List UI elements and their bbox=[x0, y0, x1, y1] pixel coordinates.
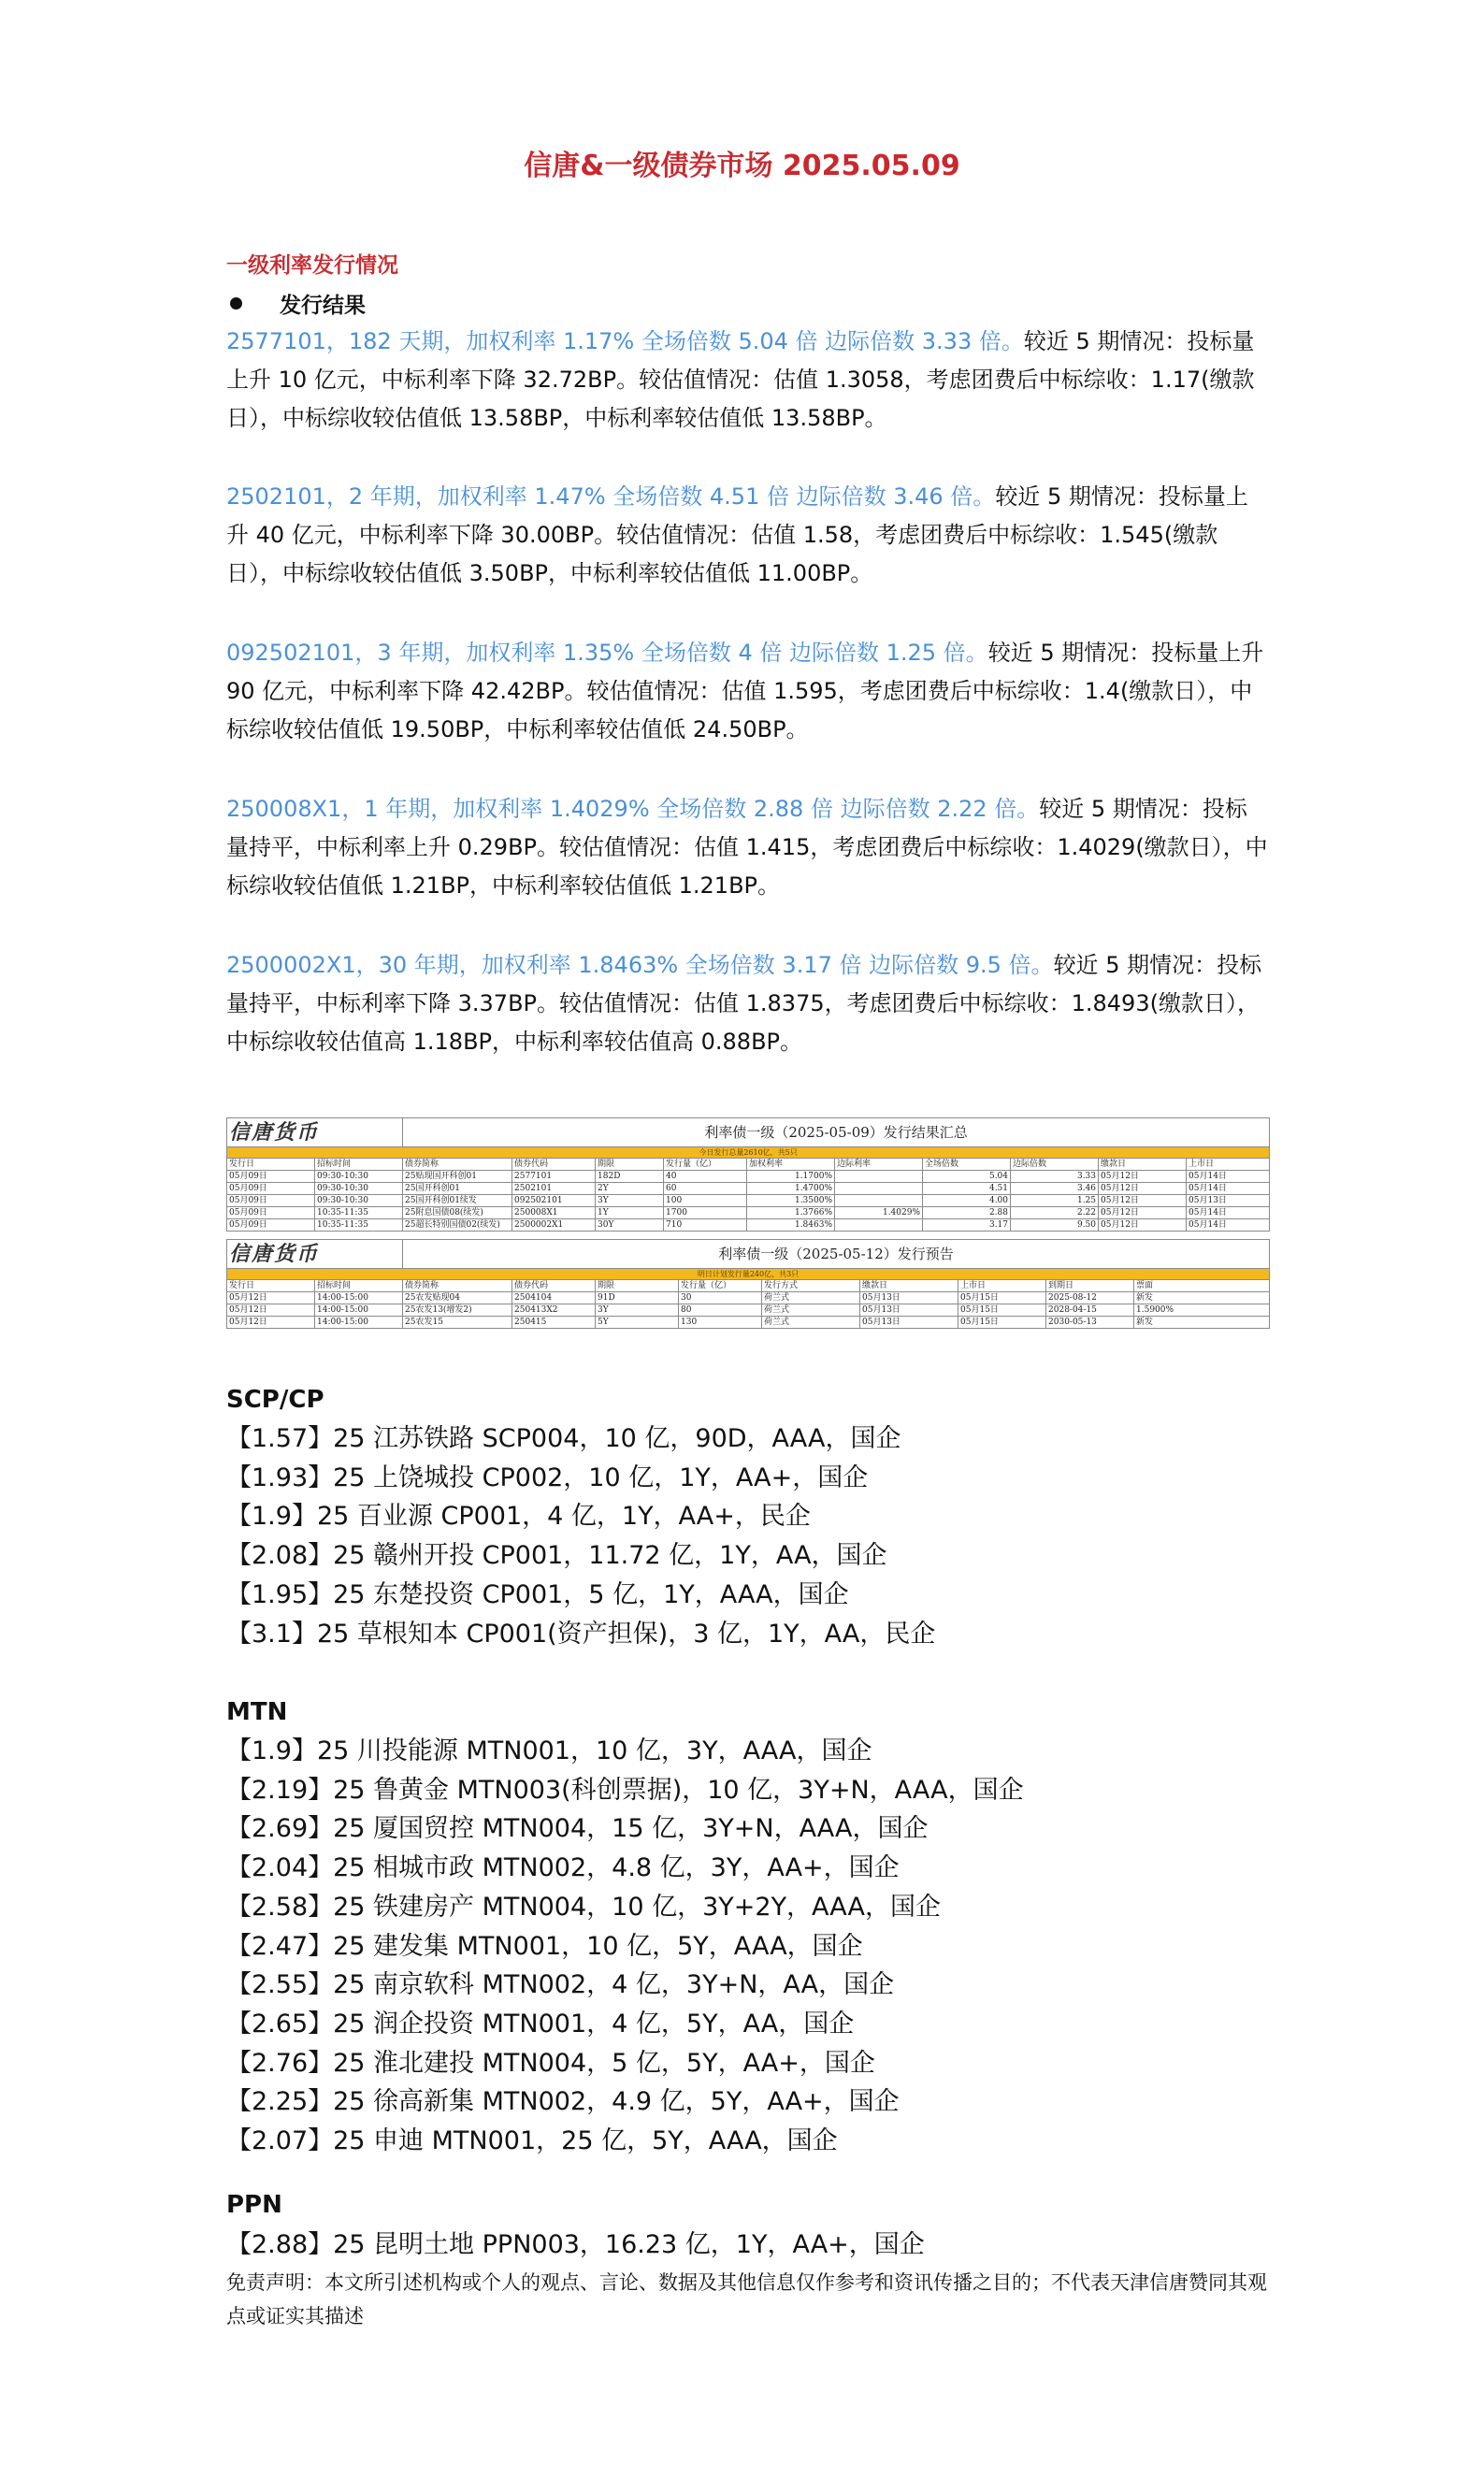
section-heading: 一级利率发行情况 bbox=[226, 253, 398, 278]
table-cell: 250413X2 bbox=[512, 1304, 596, 1317]
table-cell: 80 bbox=[679, 1304, 762, 1317]
table-cell: 4.51 bbox=[923, 1183, 1011, 1195]
bullet-heading-text: 发行结果 bbox=[280, 294, 366, 318]
table-cell: 25农发15 bbox=[403, 1317, 512, 1329]
table-cell: 05月12日 bbox=[1099, 1171, 1187, 1183]
table-cell: 05月14日 bbox=[1187, 1207, 1270, 1219]
ppn-list bbox=[226, 2226, 925, 2265]
table-brand-row bbox=[227, 1240, 1270, 1269]
list-item: 【2.88】25 昆明土地 PPN003，16.23 亿，1Y，AA+，国企 bbox=[226, 2230, 925, 2259]
table-cell: 130 bbox=[679, 1317, 762, 1329]
table-header-cell: 发行日 bbox=[227, 1280, 315, 1292]
table-cell: 60 bbox=[664, 1183, 747, 1195]
table-header-cell: 期限 bbox=[596, 1159, 664, 1171]
table-title: 利率债一级（2025-05-12）发行预告 bbox=[403, 1240, 1270, 1269]
table-cell: 05月14日 bbox=[1187, 1183, 1270, 1195]
mtn-list bbox=[226, 1732, 1024, 2161]
table-cell: 250008X1 bbox=[512, 1207, 596, 1219]
table-header-cell: 债券简称 bbox=[403, 1280, 512, 1292]
table-cell: 荷兰式 bbox=[762, 1292, 860, 1304]
result-highlight: 2502101，2 年期，加权利率 1.47% 全场倍数 4.51 倍 边际倍数 3.46 倍。 bbox=[226, 483, 996, 510]
table-cell: 25农发13(增发2) bbox=[403, 1304, 512, 1317]
brand-logo: 信唐货币 bbox=[227, 1118, 403, 1147]
table-cell: 新发 bbox=[1134, 1317, 1270, 1329]
table-cell: 1700 bbox=[664, 1207, 747, 1219]
table-header-cell: 债券简称 bbox=[403, 1159, 512, 1171]
list-item: 【1.57】25 江苏铁路 SCP004，10 亿，90D，AAA，国企 bbox=[226, 1424, 901, 1453]
result-body: 较近 5 期情况：投标量持平，中标利率上升 0.29BP。较估值情况：估值 1.415，考虑团费后中标综收：1.4029(缴款日），中标综收较估值低 1.21BP，中标利率较估值低 1.21BP。 bbox=[226, 796, 1268, 899]
table-cell: 05月12日 bbox=[227, 1317, 315, 1329]
bullet-icon bbox=[230, 297, 242, 310]
list-item: 【3.1】25 草根知本 CP001(资产担保)，3 亿，1Y，AA，民企 bbox=[226, 1619, 936, 1649]
table-row bbox=[227, 1219, 1270, 1232]
result-highlight: 2500002X1，30 年期，加权利率 1.8463% 全场倍数 3.17 倍 边际倍数 9.5 倍。 bbox=[226, 952, 1054, 978]
table-cell: 3.33 bbox=[1011, 1171, 1099, 1183]
table-cell: 2.88 bbox=[923, 1207, 1011, 1219]
table-cell: 4.00 bbox=[923, 1195, 1011, 1207]
table-cell: 3.17 bbox=[923, 1219, 1011, 1232]
list-item: 【1.9】25 川投能源 MTN001，10 亿，3Y，AAA，国企 bbox=[226, 1736, 872, 1765]
list-item: 【2.76】25 淮北建投 MTN004，5 亿，5Y，AA+，国企 bbox=[226, 2048, 875, 2078]
table-cell: 05月12日 bbox=[227, 1304, 315, 1317]
table-cell: 1.3766% bbox=[747, 1207, 835, 1219]
table-cell: 05月15日 bbox=[958, 1292, 1046, 1304]
table-cell: 5Y bbox=[596, 1317, 679, 1329]
list-item: 【2.69】25 厦国贸控 MTN004，15 亿，3Y+N，AAA，国企 bbox=[226, 1814, 929, 1844]
table-cell: 1.3500% bbox=[747, 1195, 835, 1207]
result-paragraph bbox=[226, 790, 1269, 905]
table-cell: 10:35-11:35 bbox=[315, 1219, 403, 1232]
table-header-cell: 到期日 bbox=[1046, 1280, 1134, 1292]
table-row bbox=[227, 1195, 1270, 1207]
table-header-cell: 债券代码 bbox=[512, 1159, 596, 1171]
table-cell: 1Y bbox=[596, 1207, 664, 1219]
table-cell: 250415 bbox=[512, 1317, 596, 1329]
brand-logo: 信唐货币 bbox=[227, 1240, 403, 1269]
table-header-cell: 发行日 bbox=[227, 1159, 315, 1171]
table-cell: 3Y bbox=[596, 1304, 679, 1317]
table-cell: 05月14日 bbox=[1187, 1171, 1270, 1183]
table-cell: 1.8463% bbox=[747, 1219, 835, 1232]
table-summary-text: 今日发行总量2610亿，共5只 bbox=[227, 1147, 1270, 1159]
disclaimer: 免责声明：本文所引述机构或个人的观点、言论、数据及其他信息仅作参考和资讯传播之目的；不代表天津信唐赞同其观点或证实其描述 bbox=[226, 2271, 1267, 2327]
table-cell: 14:00-15:00 bbox=[315, 1292, 403, 1304]
table-cell: 2.22 bbox=[1011, 1207, 1099, 1219]
result-body: 较近 5 期情况：投标量持平，中标利率下降 3.37BP。较估值情况：估值 1.8375，考虑团费后中标综收：1.8493(缴款日），中标综收较估值高 1.18BP，中标利率较估值高 0.88BP。 bbox=[226, 952, 1262, 1055]
table-cell: 1.4700% bbox=[747, 1183, 835, 1195]
table-cell: 05月09日 bbox=[227, 1171, 315, 1183]
table-cell: 2030-05-13 bbox=[1046, 1317, 1134, 1329]
table-header-cell: 发行量（亿） bbox=[664, 1159, 747, 1171]
table-cell bbox=[835, 1195, 923, 1207]
list-item: 【2.55】25 南京软科 MTN002，4 亿，3Y+N，AA，国企 bbox=[226, 1970, 895, 2000]
table-cell: 25国开科创01续发 bbox=[403, 1195, 512, 1207]
table-row bbox=[227, 1317, 1270, 1329]
result-body: 较近 5 期情况：投标量上升 40 亿元，中标利率下降 30.00BP。较估值情况：估值 1.58，考虑团费后中标综收：1.545(缴款日），中标综收较估值低 3.50BP，中标利率较估值低 11.00BP。 bbox=[226, 483, 1248, 586]
table-cell: 05月12日 bbox=[1099, 1219, 1187, 1232]
result-paragraph bbox=[226, 634, 1269, 749]
table-header-cell: 缴款日 bbox=[1099, 1159, 1187, 1171]
table-header-row bbox=[227, 1159, 1270, 1171]
list-item: 【2.07】25 申迪 MTN001，25 亿，5Y，AAA，国企 bbox=[226, 2126, 838, 2156]
table-cell: 05月15日 bbox=[958, 1304, 1046, 1317]
table-cell: 1.5900% bbox=[1134, 1304, 1270, 1317]
list-item: 【2.47】25 建发集 MTN001，10 亿，5Y，AAA，国企 bbox=[226, 1931, 863, 1961]
table-header-cell: 全场倍数 bbox=[923, 1159, 1011, 1171]
table-header-cell: 发行量（亿） bbox=[679, 1280, 762, 1292]
list-item: 【2.65】25 润企投资 MTN001，4 亿，5Y，AA，国企 bbox=[226, 2009, 855, 2039]
list-item: 【1.95】25 东楚投资 CP001，5 亿，1Y，AAA，国企 bbox=[226, 1579, 849, 1609]
list-item: 【2.25】25 徐高新集 MTN002，4.9 亿，5Y，AA+，国企 bbox=[226, 2087, 900, 2117]
result-paragraph bbox=[226, 478, 1269, 593]
table-cell: 05月14日 bbox=[1187, 1219, 1270, 1232]
table-summary-bar bbox=[227, 1147, 1270, 1159]
table-cell: 09:30-10:30 bbox=[315, 1195, 403, 1207]
table-cell: 2500002X1 bbox=[512, 1219, 596, 1232]
table-cell: 40 bbox=[664, 1171, 747, 1183]
table-cell: 30 bbox=[679, 1292, 762, 1304]
result-highlight: 092502101，3 年期，加权利率 1.35% 全场倍数 4 倍 边际倍数 1.25 倍。 bbox=[226, 640, 988, 666]
table-cell: 100 bbox=[664, 1195, 747, 1207]
table-cell: 05月12日 bbox=[1099, 1195, 1187, 1207]
result-highlight: 250008X1，1 年期，加权利率 1.4029% 全场倍数 2.88 倍 边际倍数 2.22 倍。 bbox=[226, 796, 1040, 822]
table-cell: 2028-04-15 bbox=[1046, 1304, 1134, 1317]
table-cell: 新发 bbox=[1134, 1292, 1270, 1304]
table-header-cell: 边际倍数 bbox=[1011, 1159, 1099, 1171]
table-cell: 2025-08-12 bbox=[1046, 1292, 1134, 1304]
table-cell: 05月15日 bbox=[958, 1317, 1046, 1329]
table-cell: 05月09日 bbox=[227, 1183, 315, 1195]
table-header-cell: 债券代码 bbox=[512, 1280, 596, 1292]
table-row bbox=[227, 1171, 1270, 1183]
table-header-cell: 缴款日 bbox=[860, 1280, 958, 1292]
table-brand-row bbox=[227, 1118, 1270, 1147]
results-summary-table bbox=[226, 1117, 1270, 1232]
table-header-cell: 期限 bbox=[596, 1280, 679, 1292]
table-cell: 5.04 bbox=[923, 1171, 1011, 1183]
table-cell: 1.4029% bbox=[835, 1207, 923, 1219]
result-body: 较近 5 期情况：投标量上升 90 亿元，中标利率下降 42.42BP。较估值情况：估值 1.595，考虑团费后中标综收：1.4(缴款日），中标综收较估值低 19.50BP，中标利率较估值低 24.50BP。 bbox=[226, 640, 1264, 742]
table-cell: 荷兰式 bbox=[762, 1304, 860, 1317]
table-cell: 05月13日 bbox=[860, 1304, 958, 1317]
table-cell: 91D bbox=[596, 1292, 679, 1304]
table-summary-bar bbox=[227, 1269, 1270, 1280]
table-cell: 2Y bbox=[596, 1183, 664, 1195]
table-cell: 3.46 bbox=[1011, 1183, 1099, 1195]
table-header-cell: 发行方式 bbox=[762, 1280, 860, 1292]
issuance-forecast-table bbox=[226, 1239, 1270, 1329]
list-item: 【1.9】25 百业源 CP001，4 亿，1Y，AA+，民企 bbox=[226, 1502, 811, 1532]
table-cell: 182D bbox=[596, 1171, 664, 1183]
table-header-cell: 招标时间 bbox=[315, 1159, 403, 1171]
list-item: 【1.93】25 上饶城投 CP002，10 亿，1Y，AA+，国企 bbox=[226, 1462, 869, 1492]
list-item: 【2.19】25 鲁黄金 MTN003(科创票据)，10 亿，3Y+N，AAA，国企 bbox=[226, 1775, 1024, 1805]
table-cell bbox=[835, 1183, 923, 1195]
table-cell: 09:30-10:30 bbox=[315, 1183, 403, 1195]
table-cell: 25超长特别国债02(续发) bbox=[403, 1219, 512, 1232]
list-item: 【2.04】25 相城市政 MTN002，4.8 亿，3Y，AA+，国企 bbox=[226, 1853, 900, 1883]
table-cell: 9.50 bbox=[1011, 1219, 1099, 1232]
table-cell: 10:35-11:35 bbox=[315, 1207, 403, 1219]
table-header-cell: 上市日 bbox=[958, 1280, 1046, 1292]
table-cell: 05月13日 bbox=[860, 1317, 958, 1329]
table-cell: 05月12日 bbox=[1099, 1183, 1187, 1195]
table-row bbox=[227, 1183, 1270, 1195]
table-cell: 092502101 bbox=[512, 1195, 596, 1207]
table-cell: 14:00-15:00 bbox=[315, 1317, 403, 1329]
table-header-cell: 加权利率 bbox=[747, 1159, 835, 1171]
table-cell bbox=[835, 1171, 923, 1183]
result-paragraph bbox=[226, 946, 1269, 1061]
table-cell: 2502101 bbox=[512, 1183, 596, 1195]
table-cell: 2577101 bbox=[512, 1171, 596, 1183]
result-paragraph bbox=[226, 323, 1269, 438]
table-cell: 05月12日 bbox=[227, 1292, 315, 1304]
table-cell: 1.25 bbox=[1011, 1195, 1099, 1207]
table-cell: 05月13日 bbox=[1187, 1195, 1270, 1207]
table-cell: 05月09日 bbox=[227, 1207, 315, 1219]
table-cell: 1.1700% bbox=[747, 1171, 835, 1183]
table-row bbox=[227, 1304, 1270, 1317]
table-cell: 25国开科创01 bbox=[403, 1183, 512, 1195]
ppn-heading: PPN bbox=[226, 2191, 282, 2219]
table-header-cell: 上市日 bbox=[1187, 1159, 1270, 1171]
table-header-cell: 边际利率 bbox=[835, 1159, 923, 1171]
table-cell: 2504104 bbox=[512, 1292, 596, 1304]
table-summary-text: 明日计划发行量240亿，共3只 bbox=[227, 1269, 1270, 1280]
page-title: 信唐&一级债券市场 2025.05.09 bbox=[524, 150, 960, 182]
scp-list bbox=[226, 1419, 935, 1653]
table-header-cell: 票面 bbox=[1134, 1280, 1270, 1292]
table-cell: 05月12日 bbox=[1099, 1207, 1187, 1219]
result-body: 较近 5 期情况：投标量上升 10 亿元，中标利率下降 32.72BP。较估值情况：估值 1.3058，考虑团费后中标综收：1.17(缴款日），中标综收较估值低 13.58BP，中标利率较估值低 13.58BP。 bbox=[226, 328, 1255, 431]
result-highlight: 2577101，182 天期，加权利率 1.17% 全场倍数 5.04 倍 边际倍数 3.33 倍。 bbox=[226, 328, 1024, 354]
table-cell bbox=[835, 1219, 923, 1232]
bullet-heading bbox=[226, 288, 366, 319]
table-cell: 25附息国债08(续发) bbox=[403, 1207, 512, 1219]
mtn-heading: MTN bbox=[226, 1698, 288, 1726]
table-cell: 05月09日 bbox=[227, 1195, 315, 1207]
list-item: 【2.08】25 赣州开投 CP001，11.72 亿，1Y，AA，国企 bbox=[226, 1541, 887, 1571]
table-cell: 25农发贴现04 bbox=[403, 1292, 512, 1304]
table-cell: 25贴现国开科创01 bbox=[403, 1171, 512, 1183]
table-cell: 14:00-15:00 bbox=[315, 1304, 403, 1317]
table-header-row bbox=[227, 1280, 1270, 1292]
scp-heading: SCP/CP bbox=[226, 1386, 324, 1414]
table-header-cell: 招标时间 bbox=[315, 1280, 403, 1292]
list-item: 【2.58】25 铁建房产 MTN004，10 亿，3Y+2Y，AAA，国企 bbox=[226, 1892, 941, 1922]
table-row bbox=[227, 1292, 1270, 1304]
table-title: 利率债一级（2025-05-09）发行结果汇总 bbox=[403, 1118, 1270, 1147]
table-cell: 荷兰式 bbox=[762, 1317, 860, 1329]
table-cell: 30Y bbox=[596, 1219, 664, 1232]
table-cell: 3Y bbox=[596, 1195, 664, 1207]
table-row bbox=[227, 1207, 1270, 1219]
table-cell: 09:30-10:30 bbox=[315, 1171, 403, 1183]
table-cell: 05月09日 bbox=[227, 1219, 315, 1232]
table-cell: 05月13日 bbox=[860, 1292, 958, 1304]
table-cell: 710 bbox=[664, 1219, 747, 1232]
